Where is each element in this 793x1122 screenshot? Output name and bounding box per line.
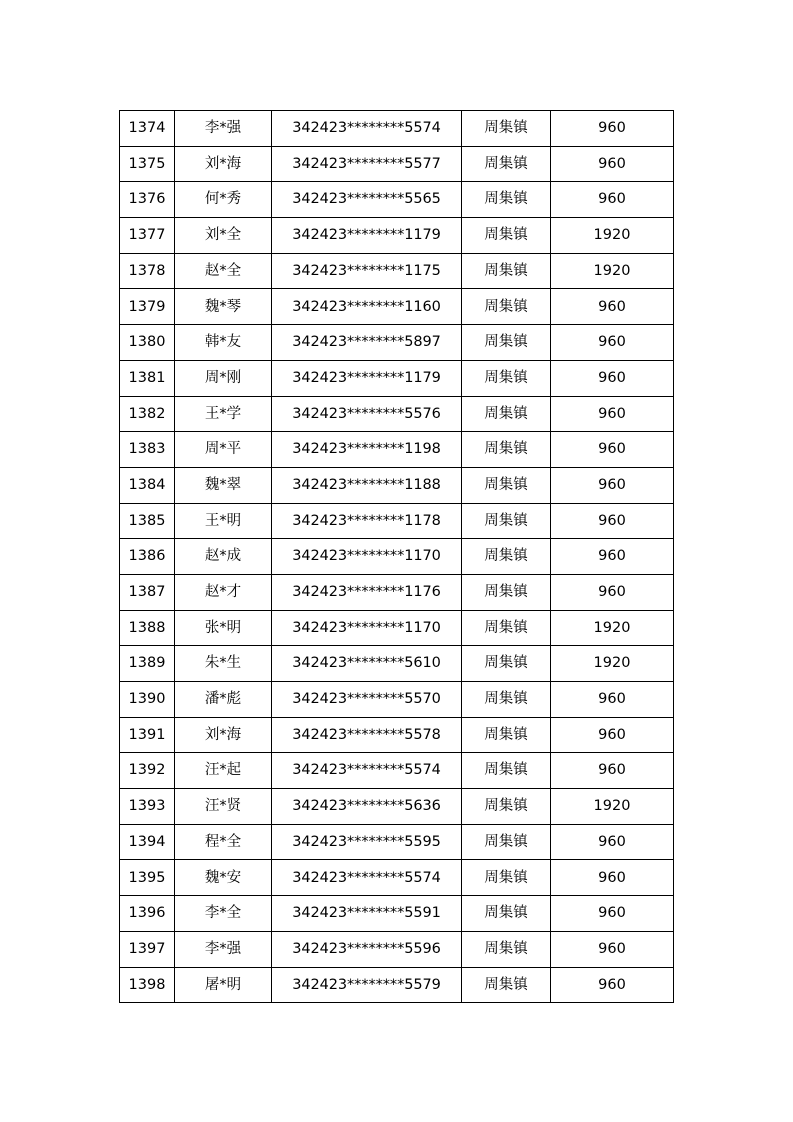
town-cell: 周集镇 [462, 432, 551, 468]
table-row [120, 610, 674, 646]
person-name-cell: 刘*全 [175, 218, 272, 254]
table-row [120, 753, 674, 789]
amount-cell: 960 [551, 717, 674, 753]
person-name-cell: 李*强 [175, 111, 272, 147]
row-number-cell: 1392 [120, 753, 175, 789]
person-name-cell: 程*全 [175, 824, 272, 860]
person-name-cell: 屠*明 [175, 967, 272, 1003]
amount-cell: 960 [551, 360, 674, 396]
amount-cell: 960 [551, 146, 674, 182]
amount-cell: 960 [551, 931, 674, 967]
table-row [120, 325, 674, 361]
row-number-cell: 1375 [120, 146, 175, 182]
table-row [120, 539, 674, 575]
town-cell: 周集镇 [462, 467, 551, 503]
amount-cell: 1920 [551, 610, 674, 646]
town-cell: 周集镇 [462, 218, 551, 254]
row-number-cell: 1385 [120, 503, 175, 539]
table-row [120, 682, 674, 718]
person-name-cell: 刘*海 [175, 146, 272, 182]
town-cell: 周集镇 [462, 146, 551, 182]
town-cell: 周集镇 [462, 182, 551, 218]
row-number-cell: 1393 [120, 789, 175, 825]
row-number-cell: 1398 [120, 967, 175, 1003]
person-name-cell: 何*秀 [175, 182, 272, 218]
row-number-cell: 1388 [120, 610, 175, 646]
amount-cell: 960 [551, 111, 674, 147]
table-row [120, 146, 674, 182]
id-number-cell: 342423********5574 [272, 753, 462, 789]
person-name-cell: 王*明 [175, 503, 272, 539]
row-number-cell: 1383 [120, 432, 175, 468]
person-name-cell: 王*学 [175, 396, 272, 432]
person-name-cell: 张*明 [175, 610, 272, 646]
town-cell: 周集镇 [462, 896, 551, 932]
town-cell: 周集镇 [462, 503, 551, 539]
id-number-cell: 342423********5610 [272, 646, 462, 682]
table-row [120, 931, 674, 967]
amount-cell: 960 [551, 896, 674, 932]
town-cell: 周集镇 [462, 717, 551, 753]
person-name-cell: 潘*彪 [175, 682, 272, 718]
row-number-cell: 1397 [120, 931, 175, 967]
amount-cell: 960 [551, 503, 674, 539]
table-row [120, 860, 674, 896]
row-number-cell: 1387 [120, 574, 175, 610]
id-number-cell: 342423********1179 [272, 360, 462, 396]
table-row [120, 396, 674, 432]
town-cell: 周集镇 [462, 824, 551, 860]
id-number-cell: 342423********1170 [272, 610, 462, 646]
table-row [120, 253, 674, 289]
amount-cell: 1920 [551, 789, 674, 825]
amount-cell: 960 [551, 182, 674, 218]
id-number-cell: 342423********1188 [272, 467, 462, 503]
town-cell: 周集镇 [462, 610, 551, 646]
id-number-cell: 342423********5579 [272, 967, 462, 1003]
table-row [120, 289, 674, 325]
id-number-cell: 342423********1170 [272, 539, 462, 575]
person-name-cell: 周*刚 [175, 360, 272, 396]
amount-cell: 960 [551, 824, 674, 860]
person-name-cell: 赵*成 [175, 539, 272, 575]
person-name-cell: 魏*琴 [175, 289, 272, 325]
row-number-cell: 1391 [120, 717, 175, 753]
amount-cell: 1920 [551, 646, 674, 682]
amount-cell: 1920 [551, 218, 674, 254]
row-number-cell: 1374 [120, 111, 175, 147]
id-number-cell: 342423********5595 [272, 824, 462, 860]
table-row [120, 432, 674, 468]
amount-cell: 960 [551, 574, 674, 610]
table-row [120, 218, 674, 254]
person-name-cell: 刘*海 [175, 717, 272, 753]
town-cell: 周集镇 [462, 753, 551, 789]
town-cell: 周集镇 [462, 860, 551, 896]
row-number-cell: 1378 [120, 253, 175, 289]
table-row [120, 467, 674, 503]
town-cell: 周集镇 [462, 931, 551, 967]
amount-cell: 960 [551, 325, 674, 361]
amount-cell: 960 [551, 396, 674, 432]
table-row [120, 182, 674, 218]
amount-cell: 960 [551, 682, 674, 718]
row-number-cell: 1384 [120, 467, 175, 503]
person-name-cell: 赵*全 [175, 253, 272, 289]
id-number-cell: 342423********1179 [272, 218, 462, 254]
person-name-cell: 韩*友 [175, 325, 272, 361]
town-cell: 周集镇 [462, 682, 551, 718]
id-number-cell: 342423********5591 [272, 896, 462, 932]
town-cell: 周集镇 [462, 396, 551, 432]
table-row [120, 967, 674, 1003]
amount-cell: 960 [551, 753, 674, 789]
person-name-cell: 朱*生 [175, 646, 272, 682]
id-number-cell: 342423********5596 [272, 931, 462, 967]
row-number-cell: 1376 [120, 182, 175, 218]
table-row [120, 789, 674, 825]
id-number-cell: 342423********5565 [272, 182, 462, 218]
id-number-cell: 342423********5636 [272, 789, 462, 825]
person-name-cell: 周*平 [175, 432, 272, 468]
table-row [120, 646, 674, 682]
person-name-cell: 李*全 [175, 896, 272, 932]
row-number-cell: 1381 [120, 360, 175, 396]
id-number-cell: 342423********1175 [272, 253, 462, 289]
amount-cell: 960 [551, 289, 674, 325]
id-number-cell: 342423********1198 [272, 432, 462, 468]
row-number-cell: 1389 [120, 646, 175, 682]
id-number-cell: 342423********1176 [272, 574, 462, 610]
row-number-cell: 1382 [120, 396, 175, 432]
town-cell: 周集镇 [462, 539, 551, 575]
town-cell: 周集镇 [462, 289, 551, 325]
town-cell: 周集镇 [462, 967, 551, 1003]
table-row [120, 896, 674, 932]
town-cell: 周集镇 [462, 646, 551, 682]
person-name-cell: 汪*起 [175, 753, 272, 789]
row-number-cell: 1394 [120, 824, 175, 860]
row-number-cell: 1377 [120, 218, 175, 254]
town-cell: 周集镇 [462, 325, 551, 361]
amount-cell: 960 [551, 467, 674, 503]
id-number-cell: 342423********5577 [272, 146, 462, 182]
row-number-cell: 1395 [120, 860, 175, 896]
person-name-cell: 李*强 [175, 931, 272, 967]
table-row [120, 717, 674, 753]
id-number-cell: 342423********5570 [272, 682, 462, 718]
table-row [120, 503, 674, 539]
person-name-cell: 魏*翠 [175, 467, 272, 503]
id-number-cell: 342423********1178 [272, 503, 462, 539]
person-name-cell: 赵*才 [175, 574, 272, 610]
table-row [120, 574, 674, 610]
amount-cell: 960 [551, 432, 674, 468]
id-number-cell: 342423********1160 [272, 289, 462, 325]
row-number-cell: 1390 [120, 682, 175, 718]
town-cell: 周集镇 [462, 574, 551, 610]
id-number-cell: 342423********5897 [272, 325, 462, 361]
table-row [120, 111, 674, 147]
amount-cell: 1920 [551, 253, 674, 289]
id-number-cell: 342423********5576 [272, 396, 462, 432]
amount-cell: 960 [551, 539, 674, 575]
town-cell: 周集镇 [462, 253, 551, 289]
amount-cell: 960 [551, 967, 674, 1003]
town-cell: 周集镇 [462, 789, 551, 825]
person-name-cell: 魏*安 [175, 860, 272, 896]
id-number-cell: 342423********5578 [272, 717, 462, 753]
row-number-cell: 1396 [120, 896, 175, 932]
town-cell: 周集镇 [462, 111, 551, 147]
roster-table [119, 110, 674, 1003]
row-number-cell: 1379 [120, 289, 175, 325]
id-number-cell: 342423********5574 [272, 111, 462, 147]
row-number-cell: 1386 [120, 539, 175, 575]
id-number-cell: 342423********5574 [272, 860, 462, 896]
amount-cell: 960 [551, 860, 674, 896]
roster-table-body [120, 111, 674, 1003]
town-cell: 周集镇 [462, 360, 551, 396]
row-number-cell: 1380 [120, 325, 175, 361]
person-name-cell: 汪*贤 [175, 789, 272, 825]
table-row [120, 360, 674, 396]
table-row [120, 824, 674, 860]
